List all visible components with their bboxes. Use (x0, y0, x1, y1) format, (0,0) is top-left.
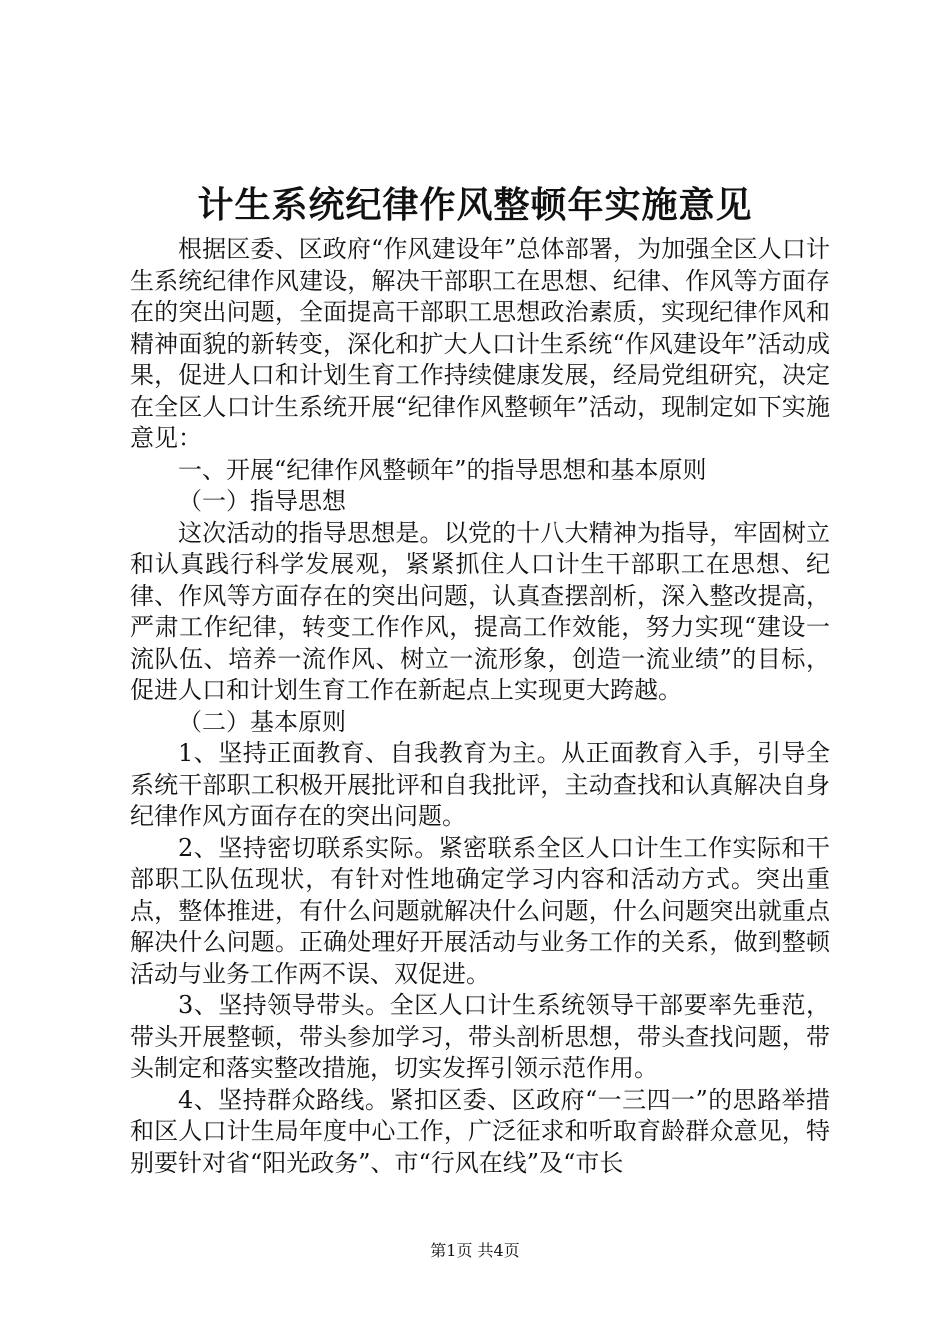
subsection-heading-basic-principles: （二）基本原则 (178, 707, 346, 736)
subsection-heading-guiding-thought: （一）指导思想 (178, 487, 346, 515)
paragraph-principle-1: 1、坚持正面教育、自我教育为主。从正面教育入手，引导全系统干部职工积极开展批评和自我批评，主动查找和认真解决自身纪律作风方面存在的突出问题。 (130, 739, 830, 830)
section-heading-1: 一、开展“纪律作风整顿年”的指导思想和基本原则 (178, 455, 707, 484)
document-title: 计生系统纪律作风整顿年实施意见 (197, 185, 753, 226)
paragraph-guiding-thought: 这次活动的指导思想是。以党的十八大精神为指导，牢固树立和认真践行科学发展观，紧紧抓住人口计生干部职工在思想、纪律、作风等方面存在的突出问题，认真查摆剖析，深入整改提高，严肃工作纪律，转变工作作风，提高工作效能，努力实现“建设一流队伍、培养一流作风、树立一流形象，创造一流业绩”的目标，促进人口和计划生育工作在新起点上实现更大跨越。 (130, 518, 830, 704)
paragraph-principle-2: 2、坚持密切联系实际。紧密联系全区人口计生工作实际和干部职工队伍现状，有针对性地确定学习内容和活动方式。突出重点，整体推进，有什么问题就解决什么问题，什么问题突出就重点解决什么问题。正确处理好开展活动与业务工作的关系，做到整顿活动与业务工作两不误、双促进。 (130, 833, 830, 988)
paragraph-principle-3: 3、坚持领导带头。全区人口计生系统领导干部要率先垂范，带头开展整顿，带头参加学习，带头剖析思想，带头查找问题，带头制定和落实整改措施，切实发挥引领示范作用。 (130, 991, 830, 1082)
paragraph-principle-4: 4、坚持群众路线。紧扣区委、区政府“一三四一”的思路举措和区人口计生局年度中心工作，广泛征求和听取育龄群众意见，特别要针对省“阳光政务”、市“行风在线”及“市长 (130, 1085, 830, 1177)
page-footer: 第1页 共4页 (430, 1241, 520, 1260)
document-body (130, 234, 830, 1179)
paragraph-intro: 根据区委、区政府“作风建设年”总体部署，为加强全区人口计生系统纪律作风建设，解决干部职工在思想、纪律、作风等方面存在的突出问题，全面提高干部职工思想政治素质，实现纪律作风和精神面貌的新转变，深化和扩大人口计生系统“作风建设年”活动成果，促进人口和计划生育工作持续健康发展，经局党组研究，决定在全区人口计生系统开展“纪律作风整顿年”活动，现制定如下实施意见： (130, 235, 830, 452)
